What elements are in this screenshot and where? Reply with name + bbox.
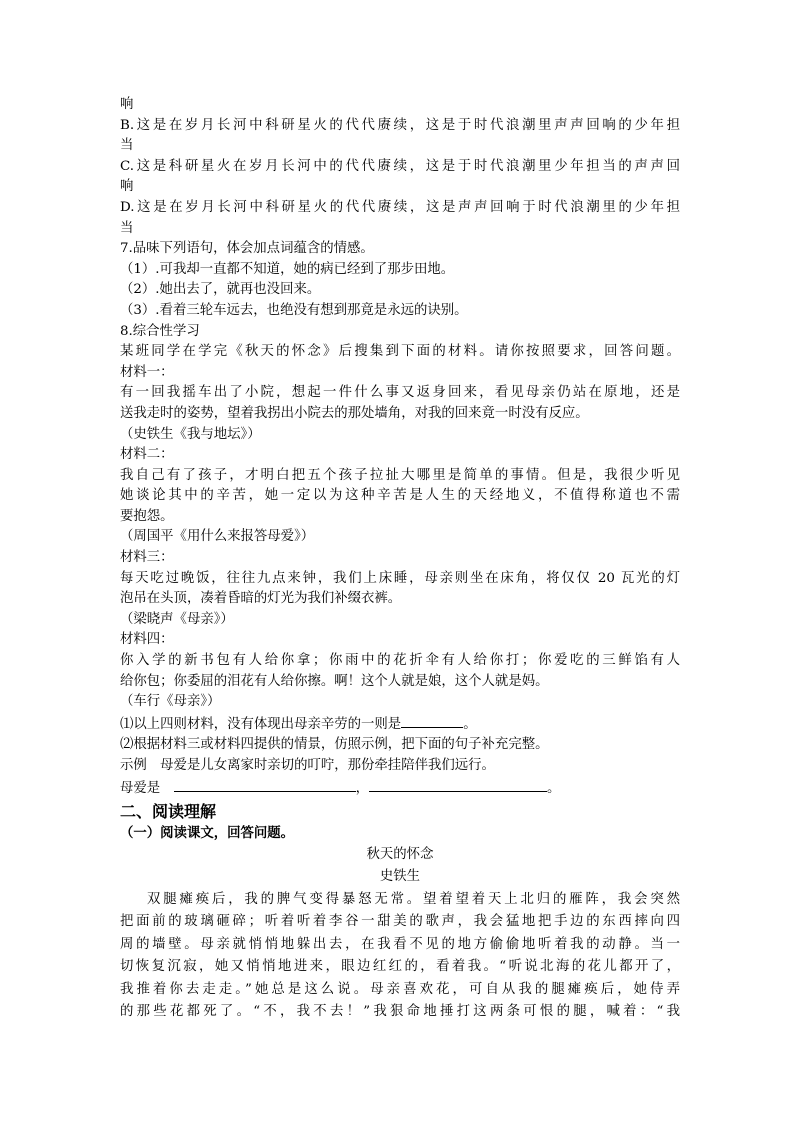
text-line: C.这是科研星火在岁月长河中的代代赓续，这是于时代浪潮里少年担当的声声回 (120, 158, 680, 174)
document-content (120, 95, 680, 1024)
fill-line (120, 777, 680, 800)
reading-title: 秋天的怀念 (366, 846, 434, 862)
text-line: B.这是在岁月长河中科研星火的代代赓续，这是于时代浪潮里声声回响的少年担 (120, 117, 680, 133)
text-line: （3）.看着三轮车远去，也绝没有想到那竟是永远的诀别。 (120, 302, 468, 318)
text-line: 响 (120, 179, 134, 195)
reading-author: 史铁生 (379, 869, 421, 885)
reading-line: 我推着你去走走。”她总是这么说。母亲喜欢花，可自从我的腿瘫痪后，她侍弄 (120, 981, 680, 997)
text-line: （1）.可我却一直都不知道，她的病已经到了那步田地。 (120, 261, 455, 277)
question-section (120, 95, 680, 713)
text-line: 当 (120, 138, 134, 154)
text-line: 材料二： (120, 447, 174, 463)
fill-suffix: 。 (546, 780, 561, 796)
text-line: 泡吊在头顶，凑着昏暗的灯光为我们补缀衣裤。 (120, 591, 402, 607)
reading-body (120, 889, 680, 1024)
reading-passage (120, 844, 680, 1024)
text-line: （梁晓声《母亲》） (120, 611, 234, 627)
text-line: 8.综合性学习 (120, 323, 200, 339)
text-line: 我自己有了孩子，才明白把五个孩子拉扯大哪里是简单的事情。但是，我很少听见 (120, 467, 680, 483)
text-line: 有一回我摇车出了小院，想起一件什么事又返身回来，看见母亲仍站在原地，还是 (120, 385, 680, 401)
reading-line: 的那些花都死了。“不，我不去！”我狠命地捶打这两条可恨的腿，喊着：“我 (120, 1004, 680, 1020)
text-line: （史铁生《我与地坛》） (120, 426, 261, 442)
text-line: D.这是在岁月长河中科研星火的代代赓续，这是声声回响于时代浪潮里的少年担 (120, 199, 680, 215)
text-line: 响 (120, 97, 134, 112)
answer-blank-1[interactable] (174, 777, 356, 792)
text-line: 要抱怨。 (120, 508, 174, 524)
q8-sub2-line: ⑵根据材料三或材料四提供的情景，仿照示例，把下面的句子补充完整。 (120, 737, 549, 753)
section-heading: 二、阅读理解 (120, 802, 217, 822)
text-line: 7.品味下列语句，体会加点词蕴含的情感。 (120, 241, 374, 257)
fill-comma: ， (355, 780, 369, 796)
text-line: 材料四： (120, 632, 174, 648)
q8-sub1-text: ⑴以上四则材料，没有体现出母亲辛劳的一则是 (120, 716, 402, 732)
text-line: 材料一： (120, 364, 174, 380)
q8-sub1-line (120, 713, 680, 736)
text-line: 某班同学在学完《秋天的怀念》后搜集到下面的材料。请你按照要求，回答问题。 (120, 344, 680, 360)
text-line: 你入学的新书包有人给你拿；你雨中的花折伞有人给你打；你爱吃的三鲜馅有人 (120, 653, 680, 669)
answer-blank-2[interactable] (369, 777, 547, 792)
text-line: 给你包；你委屈的泪花有人给你擦。啊！这个人就是娘，这个人就是妈。 (120, 673, 549, 689)
text-line: 送我走时的姿势，望着我拐出小院去的那处墙角，对我的回来竟一时没有反应。 (120, 405, 589, 421)
example-line: 示例 母爱是儿女离家时亲切的叮咛，那份牵挂陪伴我们远行。 (120, 758, 495, 773)
text-line: 每天吃过晚饭，往往九点来钟，我们上床睡，母亲则坐在床角，将仅仅 20 瓦光的灯 (120, 570, 680, 586)
text-line: 当 (120, 220, 134, 236)
text-line: （周国平《用什么来报答母爱》） (120, 529, 315, 545)
text-line: 她谈论其中的辛苦，她一定以为这种辛苦是人生的天经地义，不值得称道也不需 (120, 488, 680, 504)
fill-prefix: 母爱是 (120, 780, 174, 796)
text-line: 材料三： (120, 550, 174, 566)
reading-line: 把面前的玻璃砸碎；听着听着李谷一甜美的歌声，我会猛地把手边的东西摔向四 (120, 914, 680, 930)
reading-line: 周的墙壁。母亲就悄悄地躲出去，在我看不见的地方偷偷地听着我的动静。当一 (120, 936, 680, 952)
reading-line: 双腿瘫痪后，我的脾气变得暴怒无常。望着望着天上北归的雁阵，我会突然 (147, 891, 680, 907)
q8-sub1-suffix: 。 (463, 716, 477, 732)
text-line: （车行《母亲》） (120, 694, 221, 710)
subsection-heading: （一）阅读课文，回答问题。 (120, 825, 295, 842)
text-line: （2）.她出去了，就再也没回来。 (120, 282, 321, 298)
answer-blank[interactable] (401, 713, 463, 728)
reading-line: 切恢复沉寂，她又悄悄地进来，眼边红红的，看着我。“听说北海的花儿都开了， (120, 959, 680, 975)
